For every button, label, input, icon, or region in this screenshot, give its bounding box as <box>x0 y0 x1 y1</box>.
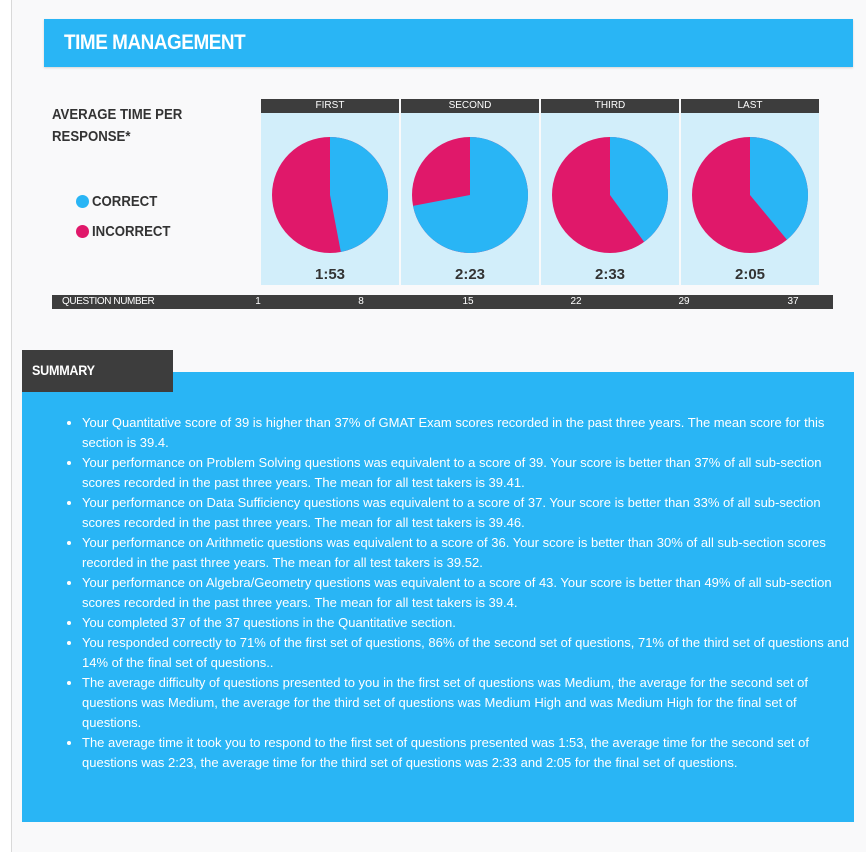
quarter-second <box>401 99 539 285</box>
pie-chart-second <box>411 136 529 254</box>
legend <box>76 186 181 246</box>
summary-item: • You responded correctly to 71% of the first set of questions, 86% of the second set of questions, 71% of the third set of questions and 14% of the final set of questions.. <box>82 633 852 673</box>
quarter-first <box>261 99 399 285</box>
summary-tab <box>22 350 173 392</box>
quarter-last <box>681 99 819 285</box>
summary-item: • Your Quantitative score of 39 is higher than 37% of GMAT Exam scores recorded in the past three years. The mean score for this section is 39.4. <box>82 413 852 453</box>
summary-item: • The average time it took you to respond to the first set of questions presented was 1:53, the average time for the second set of questions was 2:23, the average time for the third set of questions was 2:33 and 2:05 for the final set of questions. <box>82 733 852 773</box>
legend-item-incorrect <box>76 216 181 246</box>
section-header <box>44 19 853 67</box>
summary-item: • Your performance on Data Sufficiency questions was equivalent to a score of 37. Your score is better than 33% of all sub-section scores recorded in the past three years. The mean for all test takers is 39.46. <box>82 493 852 533</box>
incorrect-dot-icon <box>76 225 89 238</box>
correct-dot-icon <box>76 195 89 208</box>
question-number-tick: 29 <box>678 296 690 307</box>
quarter-time: 2:05 <box>734 266 766 283</box>
quarter-header: LAST <box>681 99 819 113</box>
pie-chart-last <box>691 136 809 254</box>
summary-item: • Your performance on Problem Solving questions was equivalent to a score of 39. Your score is better than 37% of all sub-section scores recorded in the past three years. The mean for all test takers is 39.41. <box>82 453 852 493</box>
quarter-time: 1:53 <box>314 266 346 283</box>
legend-item-correct <box>76 186 181 216</box>
summary-item: • You completed 37 of the 37 questions in the Quantitative section. <box>82 613 852 633</box>
section-title: TIME MANAGEMENT <box>64 31 246 54</box>
quarter-header: THIRD <box>541 99 679 113</box>
question-number-tick: 37 <box>787 296 799 307</box>
quarter-header: SECOND <box>401 99 539 113</box>
summary-item: • The average difficulty of questions presented to you in the first set of questions was Medium, the average for the second set of questions was Medium, the average for the third set of questions was Medium High and was Medium High for the final set of questions. <box>82 673 852 733</box>
quarter-third <box>541 99 679 285</box>
quarter-time: 2:33 <box>594 266 626 283</box>
question-number-label: QUESTION NUMBER <box>62 296 155 307</box>
summary-list <box>62 413 852 773</box>
quarter-time: 2:23 <box>454 266 486 283</box>
legend-label-correct: CORRECT <box>92 192 158 210</box>
pie-chart-first <box>271 136 389 254</box>
pie-chart-third <box>551 136 669 254</box>
summary-title: SUMMARY <box>32 362 95 378</box>
question-number-tick: 8 <box>358 296 364 307</box>
summary-item: • Your performance on Algebra/Geometry questions was equivalent to a score of 43. Your score is better than 49% of all sub-section scores recorded in the past three years. The mean for all test takers is 39.4. <box>82 573 852 613</box>
question-number-bar <box>52 295 833 309</box>
question-number-tick: 22 <box>570 296 582 307</box>
average-time-label: AVERAGE TIME PER RESPONSE* <box>52 106 183 145</box>
quarter-header: FIRST <box>261 99 399 113</box>
summary-panel <box>22 372 854 822</box>
question-number-tick: 1 <box>255 296 261 307</box>
summary-item: • Your performance on Arithmetic questions was equivalent to a score of 36. Your score is better than 30% of all sub-section scores recorded in the past three years. The mean for all test takers is 39.52. <box>82 533 852 573</box>
legend-label-incorrect: INCORRECT <box>92 222 171 240</box>
question-number-tick: 15 <box>462 296 474 307</box>
pie-slice-correct <box>330 137 388 252</box>
